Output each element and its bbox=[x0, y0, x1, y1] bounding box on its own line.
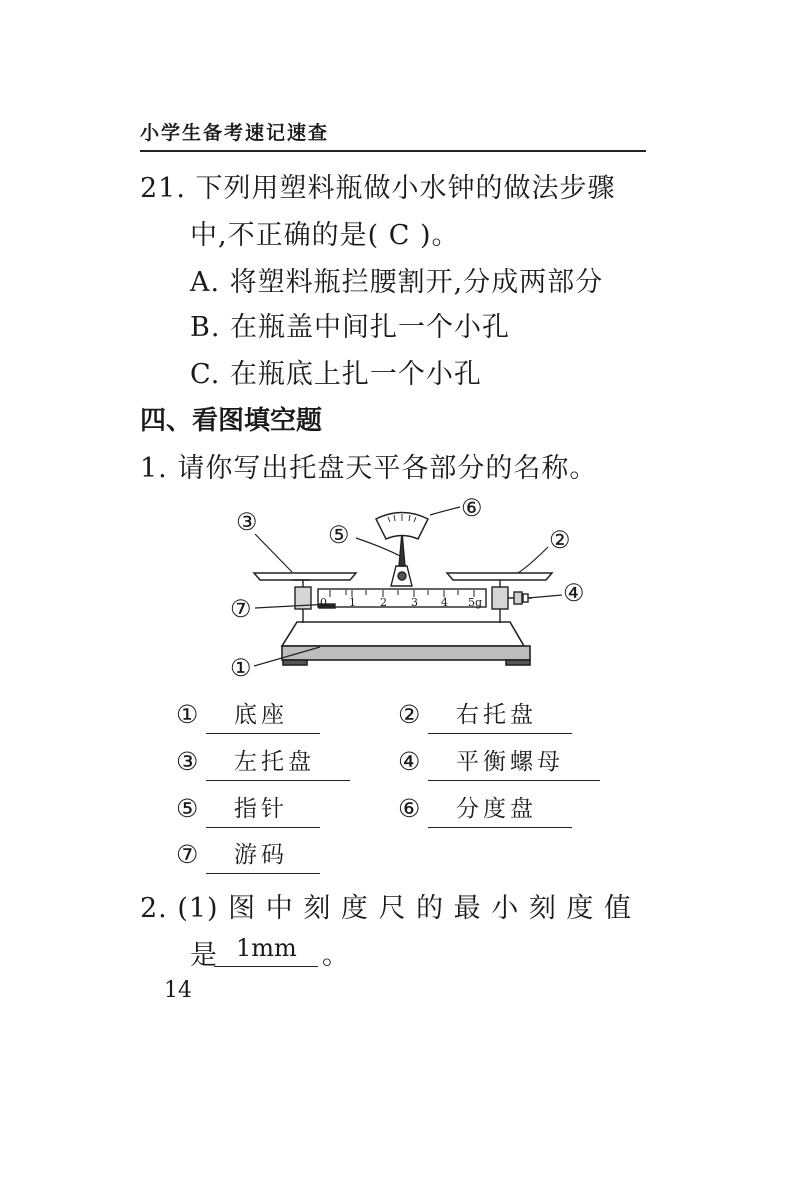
question-2-suffix: 。 bbox=[322, 940, 350, 971]
option-c: C. 在瓶底上扎一个小孔 bbox=[190, 359, 482, 390]
option-b: B. 在瓶盖中间扎一个小孔 bbox=[190, 312, 511, 343]
answer-2-num: ② bbox=[398, 700, 421, 729]
question-2-line1: 2. (1) 图 中 刻 度 尺 的 最 小 刻 度 值 bbox=[140, 893, 632, 924]
section-title: 四、看图填空题 bbox=[140, 406, 323, 436]
answer-1-num: ① bbox=[176, 700, 199, 729]
question-1: 1. 请你写出托盘天平各部分的名称。 bbox=[140, 453, 598, 484]
scale-label-0: 0 bbox=[320, 596, 327, 609]
callout-1: ① bbox=[230, 654, 252, 682]
answer-6-field: 分度盘 bbox=[428, 794, 572, 828]
answer-6-num: ⑥ bbox=[398, 794, 421, 823]
answer-2-field: 右托盘 bbox=[428, 700, 572, 734]
scale-label-2: 2 bbox=[380, 596, 387, 609]
question-2-answer: 1mm bbox=[214, 933, 318, 967]
answer-4-num: ④ bbox=[398, 747, 421, 776]
callout-5: ⑤ bbox=[328, 521, 350, 549]
answer-3-field: 左托盘 bbox=[206, 747, 350, 781]
answer-4-field: 平衡螺母 bbox=[428, 747, 600, 781]
answer-5-field: 指针 bbox=[206, 794, 320, 828]
base bbox=[282, 622, 530, 665]
callout-7: ⑦ bbox=[230, 595, 252, 623]
answer-7-num: ⑦ bbox=[176, 840, 199, 869]
question-21-line1: 21. 下列用塑料瓶做小水钟的做法步骤 bbox=[140, 173, 616, 204]
running-header: 小学生备考速记速查 bbox=[140, 122, 330, 144]
callout-3: ③ bbox=[236, 508, 258, 536]
scale-label-4: 4 bbox=[441, 596, 448, 609]
page-number: 14 bbox=[164, 978, 192, 1003]
callout-6: ⑥ bbox=[461, 494, 483, 522]
answer-5-num: ⑤ bbox=[176, 794, 199, 823]
right-pan bbox=[447, 573, 552, 580]
question-21-line2: 中,不正确的是( C )。 bbox=[190, 220, 460, 251]
dial bbox=[376, 513, 428, 540]
pointer-assembly bbox=[391, 532, 412, 586]
left-pan bbox=[254, 573, 356, 580]
scale-label-5g: 5g bbox=[468, 596, 483, 609]
scale-label-3: 3 bbox=[411, 596, 418, 609]
option-a: A. 将塑料瓶拦腰割开,分成两部分 bbox=[190, 267, 604, 298]
answer-7-field: 游码 bbox=[206, 840, 320, 874]
scale-label-1: 1 bbox=[349, 596, 356, 609]
beam-ruler bbox=[318, 589, 486, 608]
question-2-prefix: 是 bbox=[190, 940, 218, 971]
answer-1-field: 底座 bbox=[206, 700, 320, 734]
callout-2: ② bbox=[549, 526, 571, 554]
callout-4: ④ bbox=[563, 579, 585, 607]
answer-3-num: ③ bbox=[176, 747, 199, 776]
